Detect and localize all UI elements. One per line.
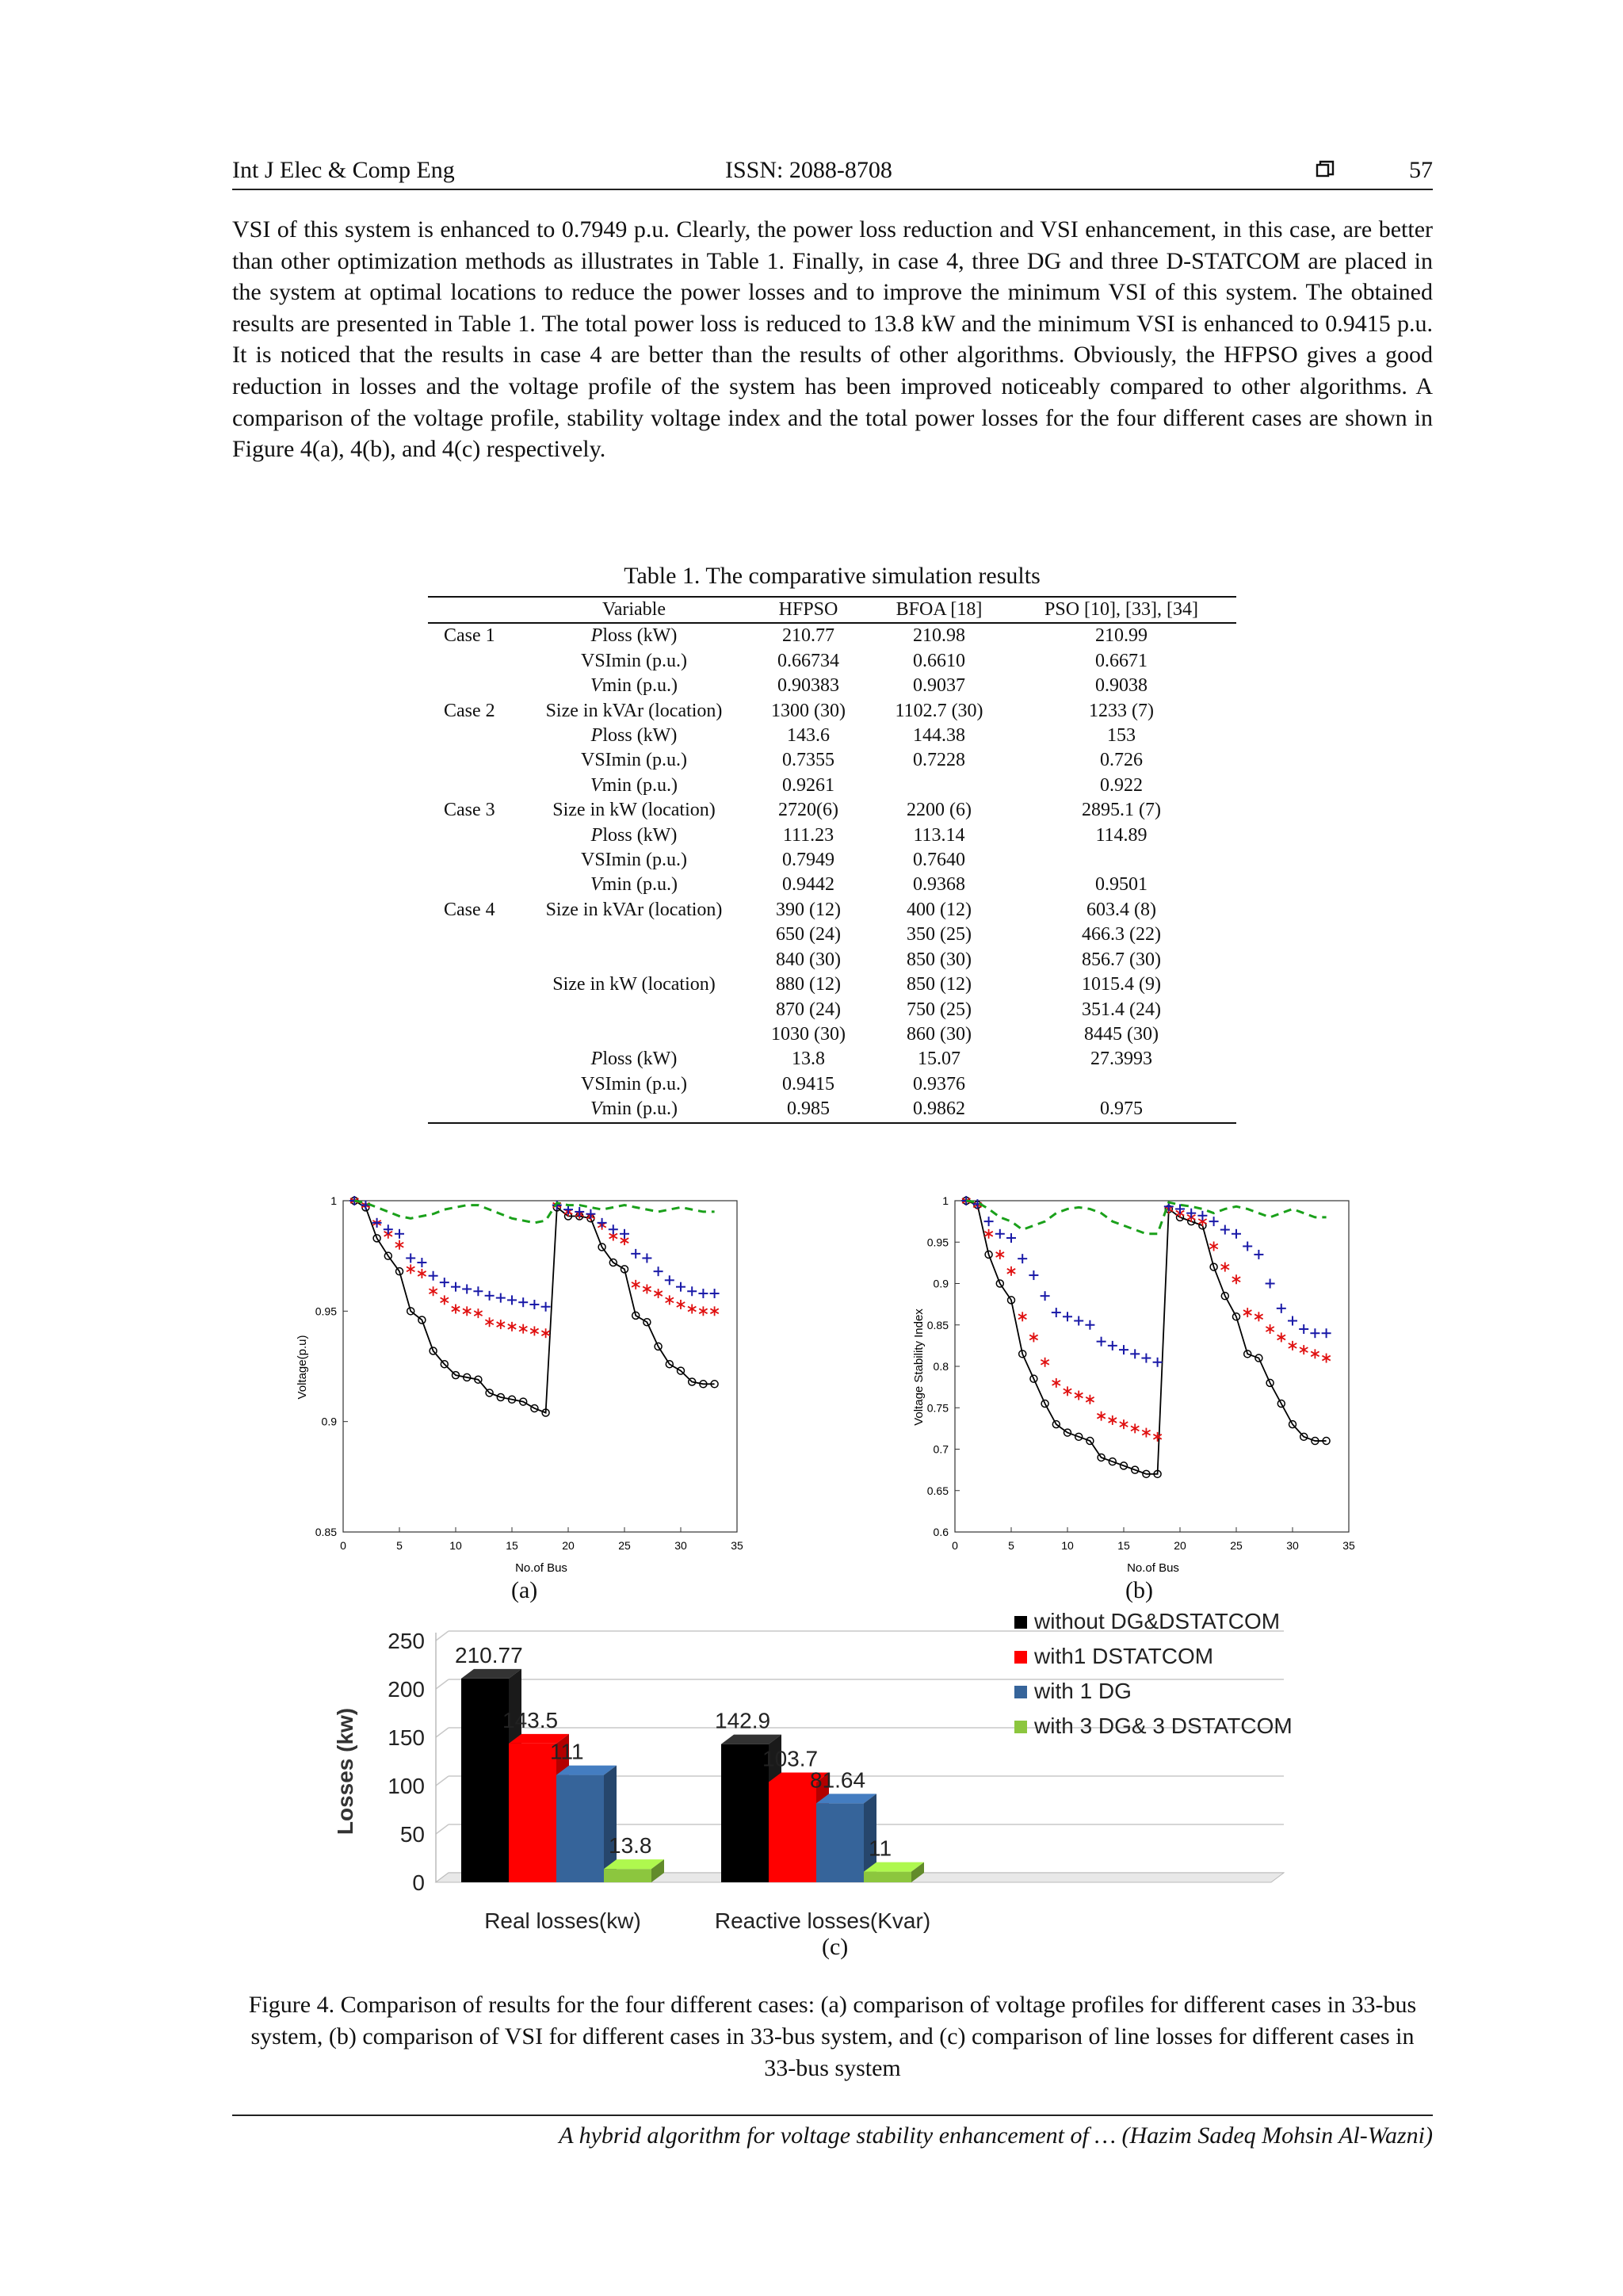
- table-header-cell: BFOA [18]: [872, 597, 1006, 623]
- case-cell: [428, 724, 523, 748]
- table-cell: 111.23: [782, 824, 834, 846]
- legend-swatch: [1014, 1721, 1027, 1733]
- table-row: [428, 748, 1236, 773]
- table-cell: [523, 923, 745, 947]
- table-cell: 603.4 (8): [1086, 899, 1156, 920]
- table-cell: 870 (24): [776, 999, 841, 1020]
- table-cell: 0.7640: [913, 850, 965, 871]
- page-number: 57: [1409, 157, 1433, 183]
- table-cell: 210.99: [1095, 625, 1148, 647]
- figure-label-b: (b): [1125, 1577, 1153, 1603]
- case-cell: Case 3: [444, 800, 495, 821]
- page-header: [232, 157, 1433, 190]
- case-cell: [428, 923, 523, 947]
- case-cell: [428, 774, 523, 798]
- y-axis-label: Losses (kw): [333, 1707, 357, 1836]
- case-cell: [428, 972, 523, 997]
- table-cell: 750 (25): [907, 999, 972, 1020]
- table-row: [428, 774, 1236, 798]
- table-header-cell: [428, 597, 523, 623]
- table-cell: 0.975: [1006, 1097, 1236, 1122]
- y-tick-label: 250: [388, 1629, 425, 1653]
- table-row: [428, 1072, 1236, 1097]
- y-tick-label: 0.75: [926, 1401, 949, 1415]
- box-icon: [1316, 160, 1335, 179]
- table-cell: VSImin (p.u.): [581, 850, 687, 871]
- table-row: [428, 674, 1236, 698]
- y-tick-label: 0.6: [933, 1526, 949, 1538]
- table-cell: 0.922: [1100, 774, 1143, 796]
- gridline: [436, 1776, 449, 1786]
- figure-label-c: (c): [822, 1934, 849, 1960]
- table-cell: 153: [1107, 725, 1136, 747]
- table-cell: Size in kVAr (location): [545, 899, 723, 920]
- table-cell: 0.9442: [782, 874, 834, 896]
- gridline: [436, 1728, 449, 1737]
- table-cell: 351.4 (24): [1082, 999, 1161, 1020]
- y-tick-label: 0.65: [926, 1484, 949, 1497]
- issn: ISSN: 2088-8708: [725, 157, 892, 183]
- table-header-cell: HFPSO: [745, 597, 872, 623]
- x-axis-label: No.of Bus: [1127, 1561, 1179, 1575]
- case-cell: [428, 1022, 523, 1047]
- data-label: 103.7: [762, 1746, 819, 1771]
- y-tick-label: 0.95: [926, 1236, 949, 1249]
- legend-label: with 1 DG: [1034, 1679, 1132, 1703]
- x-tick-label: 0: [340, 1539, 346, 1552]
- data-label: 111: [550, 1739, 584, 1764]
- case-cell: [428, 1072, 523, 1097]
- x-tick-label: 20: [1174, 1539, 1186, 1552]
- x-tick-label: 15: [506, 1539, 518, 1552]
- table-cell: 0.66734: [777, 650, 839, 671]
- table-cell: 0.9038: [1095, 675, 1148, 697]
- x-tick-label: 35: [731, 1539, 743, 1552]
- table-row: [428, 798, 1236, 823]
- table-cell: 0.985: [745, 1097, 872, 1122]
- case-cell: [428, 1047, 523, 1072]
- table-cell: 144.38: [913, 725, 965, 747]
- table-cell: 0.6610: [913, 650, 965, 671]
- case-cell: [428, 748, 523, 773]
- table-cell: [1006, 848, 1236, 873]
- table-cell: Ploss (kW): [590, 824, 678, 846]
- figure-caption: Figure 4. Comparison of results for the four different cases: (a) comparison of voltage profiles for different cases in 33-bus system, (b) comparison of VSI for different cases in 33-bus system, and (c) comparison of line losses for different cases in 33-bus system: [248, 1992, 1417, 2081]
- table-header-row: [428, 597, 1236, 623]
- table-header-cell: Variable: [523, 597, 745, 623]
- table-cell: 0.9037: [913, 675, 965, 697]
- table-cell: 13.8: [792, 1049, 825, 1070]
- case-cell: [428, 1097, 523, 1122]
- case-cell: Case 2: [444, 700, 495, 721]
- table-cell: 8445 (30): [1084, 1023, 1159, 1045]
- case-cell: [428, 998, 523, 1022]
- table-cell: 1102.7 (30): [895, 700, 983, 721]
- figure-label-a: (a): [511, 1577, 538, 1603]
- table-cell: 27.3993: [1090, 1049, 1152, 1070]
- table-cell: VSImin (p.u.): [581, 650, 687, 671]
- table-cell: 350 (25): [907, 924, 972, 946]
- table-cell: 0.7228: [913, 750, 965, 771]
- x-tick-label: 20: [562, 1539, 575, 1552]
- table-cell: 0.7949: [782, 850, 834, 871]
- table-cell: 15.07: [918, 1049, 960, 1070]
- table-cell: 0.7355: [782, 750, 834, 771]
- table-cell: VSImin (p.u.): [581, 1073, 687, 1095]
- table-row: [428, 923, 1236, 947]
- y-tick-label: 0.7: [933, 1442, 949, 1456]
- table-cell: 0.90383: [777, 675, 839, 697]
- case-cell: [428, 823, 523, 848]
- table-row: [428, 873, 1236, 897]
- table-row: [428, 649, 1236, 674]
- table-row: [428, 848, 1236, 873]
- y-axis-label: Voltage Stability Index: [912, 1308, 926, 1426]
- y-tick-label: 0.9: [933, 1277, 949, 1290]
- table-row: [428, 724, 1236, 748]
- table-cell: [872, 774, 1006, 798]
- table-row: [428, 998, 1236, 1022]
- table-cell: [1006, 1072, 1236, 1097]
- table-row: [428, 623, 1236, 648]
- table-cell: 143.6: [787, 725, 830, 747]
- table-cell: 1015.4 (9): [1082, 974, 1161, 995]
- table-cell: Ploss (kW): [590, 1049, 678, 1070]
- case-cell: [428, 948, 523, 972]
- category-label: Reactive losses(Kvar): [714, 1908, 931, 1933]
- x-tick-label: 10: [449, 1539, 462, 1552]
- legend-label: with1 DSTATCOM: [1034, 1644, 1214, 1668]
- data-label: 210.77: [455, 1642, 523, 1668]
- table-cell: 210.77: [782, 625, 834, 647]
- y-tick-label: 1: [942, 1194, 949, 1207]
- table-row: [428, 898, 1236, 923]
- x-tick-label: 5: [396, 1539, 403, 1552]
- case-cell: Case 4: [444, 899, 495, 920]
- table-header-cell: PSO [10], [33], [34]: [1006, 597, 1236, 623]
- table-cell: 2895.1 (7): [1082, 800, 1161, 821]
- y-tick-label: 100: [388, 1774, 425, 1798]
- gridline: [436, 1631, 449, 1641]
- table-row: [428, 948, 1236, 972]
- legend-label: with 3 DG& 3 DSTATCOM: [1034, 1713, 1293, 1738]
- table-cell: Size in kVAr (location): [545, 700, 723, 721]
- table-cell: 0.9368: [913, 874, 965, 896]
- table-cell: 466.3 (22): [1082, 924, 1161, 946]
- bar: [864, 1862, 924, 1882]
- table-cell: Size in kW (location): [552, 974, 716, 995]
- table-row: [428, 699, 1236, 724]
- bar: [604, 1859, 664, 1882]
- y-tick-label: 0.8: [933, 1360, 949, 1373]
- case-cell: [428, 674, 523, 698]
- y-axis-label: Voltage(p.u): [296, 1335, 309, 1400]
- y-tick-label: 0.95: [315, 1305, 337, 1318]
- table-cell: 210.98: [913, 625, 965, 647]
- table-cell: [523, 948, 745, 972]
- table-cell: 0.726: [1100, 750, 1143, 771]
- table-cell: 850 (12): [907, 974, 972, 995]
- y-tick-label: 150: [388, 1725, 425, 1750]
- y-tick-label: 200: [388, 1677, 425, 1702]
- table-cell: 2200 (6): [907, 800, 972, 821]
- y-tick-label: 0.85: [926, 1318, 949, 1331]
- data-label: 81.64: [810, 1767, 866, 1793]
- legend-swatch: [1014, 1651, 1027, 1664]
- table-cell: Vmin (p.u.): [523, 1097, 745, 1122]
- table-cell: 860 (30): [907, 1023, 972, 1045]
- x-tick-label: 30: [1286, 1539, 1299, 1552]
- table-cell: 1233 (7): [1089, 700, 1154, 721]
- table-cell: 0.9501: [1095, 874, 1148, 896]
- case-cell: [428, 848, 523, 873]
- journal-name: Int J Elec & Comp Eng: [232, 157, 455, 183]
- table-cell: 856.7 (30): [1082, 949, 1161, 970]
- case-cell: [428, 873, 523, 897]
- legend-swatch: [1014, 1686, 1027, 1698]
- data-label: 143.5: [502, 1707, 559, 1733]
- gridline: [436, 1679, 449, 1689]
- y-tick-label: 0.85: [315, 1526, 337, 1538]
- table-cell: 850 (30): [907, 949, 972, 970]
- y-tick-label: 0: [412, 1870, 425, 1895]
- table-cell: Vmin (p.u.): [590, 874, 678, 896]
- x-tick-label: 25: [1230, 1539, 1243, 1552]
- table-cell: 113.14: [913, 824, 965, 846]
- table-cell: 880 (12): [776, 974, 841, 995]
- table-cell: 114.89: [1095, 824, 1148, 846]
- page-footer: A hybrid algorithm for voltage stability enhancement of … (Hazim Sadeq Mohsin Al-Wazni): [232, 2115, 1433, 2149]
- vsi-chart: [911, 1193, 1371, 1585]
- table-cell: 400 (12): [907, 899, 972, 920]
- x-tick-label: 15: [1117, 1539, 1130, 1552]
- bar: [556, 1766, 617, 1882]
- legend-label: without DG&DSTATCOM: [1034, 1609, 1281, 1633]
- y-tick-label: 50: [399, 1822, 425, 1847]
- table-cell: 0.9261: [782, 774, 834, 796]
- table-cell: 0.9415: [782, 1073, 834, 1095]
- gridline: [436, 1824, 449, 1834]
- table-caption: Table 1. The comparative simulation results: [624, 563, 1041, 589]
- table-cell: 390 (12): [776, 899, 841, 920]
- table-cell: 1030 (30): [771, 1023, 846, 1045]
- table-cell: 0.9376: [913, 1073, 965, 1095]
- y-tick-label: 0.9: [321, 1415, 337, 1428]
- table-cell: Ploss (kW): [590, 725, 678, 747]
- table-cell: 650 (24): [776, 924, 841, 946]
- data-label: 13.8: [609, 1833, 652, 1859]
- table-cell: [523, 1022, 745, 1047]
- table-row: [428, 823, 1236, 848]
- results-table: [428, 596, 1236, 1124]
- table-cell: Ploss (kW): [590, 625, 678, 647]
- table-cell: [523, 998, 745, 1022]
- x-axis-label: No.of Bus: [515, 1561, 567, 1575]
- table-cell: VSImin (p.u.): [581, 750, 687, 771]
- x-tick-label: 5: [1008, 1539, 1014, 1552]
- table-row: [428, 1097, 1236, 1122]
- table-cell: 2720(6): [778, 800, 838, 821]
- voltage-profile-chart: [293, 1193, 753, 1585]
- table-cell: Size in kW (location): [552, 800, 716, 821]
- x-tick-label: 10: [1061, 1539, 1074, 1552]
- table-row: [428, 1047, 1236, 1072]
- table-row: [428, 972, 1236, 997]
- x-tick-label: 30: [674, 1539, 687, 1552]
- case-cell: Case 1: [444, 625, 495, 647]
- table-cell: Vmin (p.u.): [590, 774, 678, 796]
- table-cell: 840 (30): [776, 949, 841, 970]
- table-cell: Vmin (p.u.): [590, 675, 678, 697]
- table-row: [428, 1022, 1236, 1047]
- category-label: Real losses(kw): [484, 1908, 641, 1933]
- legend-swatch: [1014, 1616, 1027, 1629]
- x-tick-label: 0: [952, 1539, 958, 1552]
- data-label: 11: [869, 1836, 892, 1861]
- case-cell: [428, 649, 523, 674]
- table-cell: 1300 (30): [771, 700, 846, 721]
- losses-bar-chart: [333, 1605, 1351, 1938]
- y-tick-label: 1: [330, 1194, 337, 1207]
- x-tick-label: 35: [1342, 1539, 1355, 1552]
- table-cell: 0.6671: [1095, 650, 1148, 671]
- data-label: 142.9: [715, 1708, 771, 1733]
- x-tick-label: 25: [618, 1539, 631, 1552]
- body-paragraph: VSI of this system is enhanced to 0.7949 p.u. Clearly, the power loss reduction and VSI enhancement, in this case, are better than other optimization methods as illustrates in Table 1. Finally, in case 4, three DG and three D-STATCOM are placed in the system at optimal locations to reduce the power losses and to improve the minimum VSI of this system. The obtained results are presented in Table 1. The total power loss is reduced to 13.8 kW and the minimum VSI is enhanced to 0.9415 p.u. It is noticed that the results in case 4 are better than the results of other algorithms. Obviously, the HFPSO gives a good reduction in losses and the voltage profile of the system has been improved noticeably compared to other algorithms. A comparison of the voltage profile, stability voltage index and the total power losses for the four different cases are shown in Figure 4(a), 4(b), and 4(c) respectively.: [232, 216, 1433, 463]
- table-cell: 0.9862: [872, 1097, 1006, 1122]
